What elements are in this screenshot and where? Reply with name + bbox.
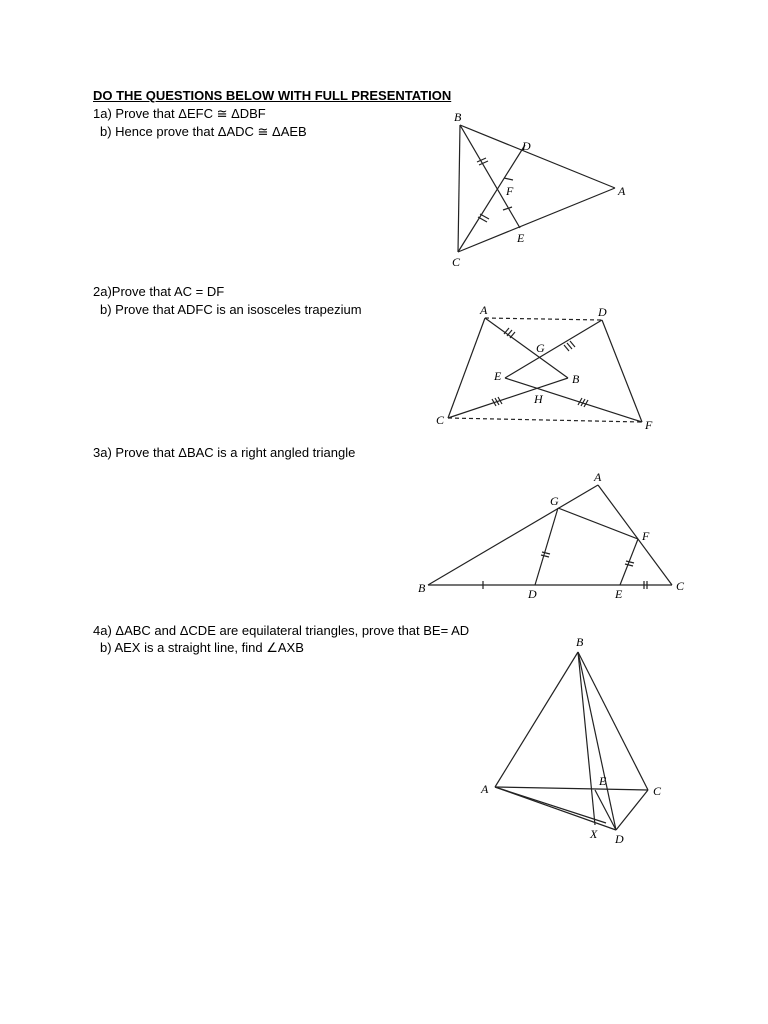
label-A: A xyxy=(594,470,602,484)
worksheet-heading: DO THE QUESTIONS BELOW WITH FULL PRESENTATION xyxy=(93,88,452,103)
segment-AX xyxy=(495,787,606,823)
label-C: C xyxy=(436,413,445,427)
label-A: A xyxy=(480,303,488,317)
segment-CB xyxy=(448,378,568,418)
question-2a: 2a)Prove that AC = DF xyxy=(93,284,225,299)
label-G: G xyxy=(536,341,545,355)
question-1b: b) Hence prove that ΔADC ≅ ΔAEB xyxy=(100,124,307,139)
segment-BC xyxy=(458,125,460,252)
segment-CA xyxy=(458,188,615,252)
question-2b: b) Prove that ADFC is an isosceles trapezium xyxy=(100,302,362,317)
label-F: F xyxy=(506,184,514,198)
figure-2-trapezium-diagram xyxy=(430,300,670,435)
segment-CD xyxy=(458,145,525,252)
label-X: X xyxy=(590,827,598,841)
question-4a: 4a) ΔABC and ΔCDE are equilateral triangles, prove that BE= AD xyxy=(93,623,470,638)
segment-BD xyxy=(578,652,616,830)
label-C: C xyxy=(452,255,461,269)
label-D: D xyxy=(598,305,607,319)
label-B: B xyxy=(576,635,584,649)
label-A: A xyxy=(481,782,489,796)
segment-BC xyxy=(578,652,648,790)
question-4b: b) AEX is a straight line, find ∠AXB xyxy=(100,640,304,655)
label-F: F xyxy=(642,529,650,543)
segment-BE xyxy=(460,125,520,228)
segment-BA xyxy=(495,652,578,787)
label-E: E xyxy=(615,587,623,601)
label-B: B xyxy=(454,110,462,124)
segment-BA xyxy=(460,125,615,188)
label-E: E xyxy=(599,774,607,788)
question-3a: 3a) Prove that ΔBAC is a right angled triangle xyxy=(93,445,356,460)
label-A: A xyxy=(618,184,626,198)
segment-AC xyxy=(495,787,648,790)
label-D: D xyxy=(522,139,531,153)
label-C: C xyxy=(676,579,685,593)
label-E: E xyxy=(517,231,525,245)
segment-CF xyxy=(448,418,642,422)
label-F: F xyxy=(645,418,653,432)
segment-AC xyxy=(448,318,485,418)
segment-CD xyxy=(616,790,648,830)
segment-BA xyxy=(428,485,598,585)
segment-DE xyxy=(505,320,602,378)
figure-4-equilateral-triangles-diagram xyxy=(450,630,690,855)
question-1a: 1a) Prove that ΔEFC ≅ ΔDBF xyxy=(93,106,266,121)
label-D: D xyxy=(528,587,537,601)
figure-1-triangle-diagram xyxy=(440,100,650,275)
segment-DF xyxy=(602,320,642,422)
segment-AD xyxy=(485,318,602,320)
label-D: D xyxy=(615,832,624,846)
label-H: H xyxy=(534,392,543,406)
segment-BX xyxy=(578,652,595,825)
label-B: B xyxy=(572,372,580,386)
label-G: G xyxy=(550,494,559,508)
label-C: C xyxy=(653,784,662,798)
label-B: B xyxy=(418,581,426,595)
figure-3-right-triangle-diagram xyxy=(410,465,700,605)
segment-AC xyxy=(598,485,672,585)
label-E: E xyxy=(494,369,502,383)
